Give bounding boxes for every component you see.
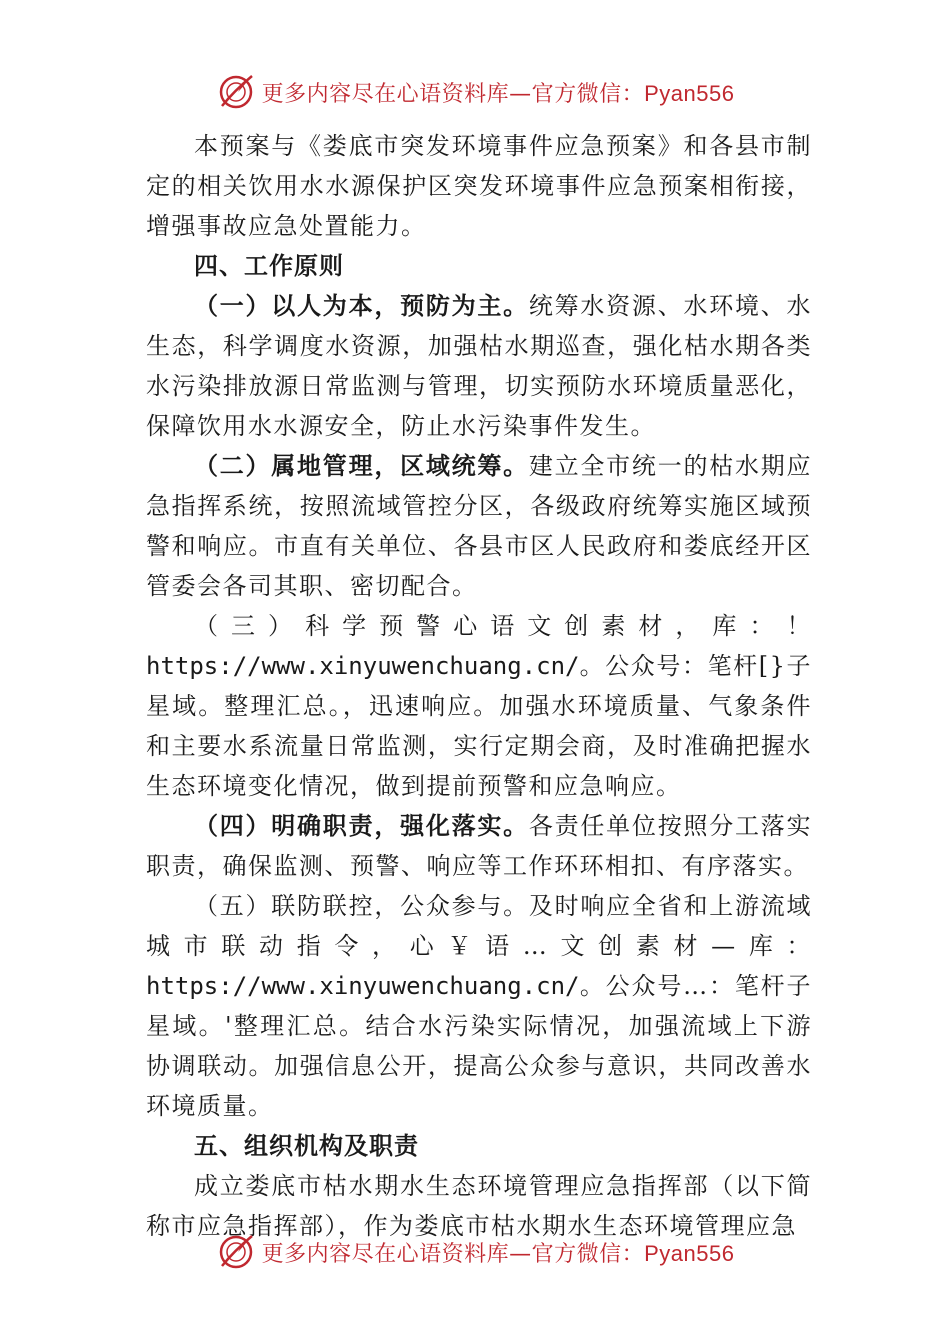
organization-paragraph: 成立娄底市枯水期水生态环境管理应急指挥部（以下简称市应急指挥部），作为娄底市枯水期水生态环境管理应急 [146, 1172, 812, 1240]
principle-3-post: 。公众号：笔杆[}子星域。整理汇总。，迅速响应。加强水环境质量、气象条件和主要水系流量日常监测，实行定期会商，及时准确把握水生态环境变化情况，做到提前预警和应急响应。 [146, 652, 812, 800]
principle-5-post: 。公众号…：笔杆子星域。'整理汇总。结合水污染实际情况，加强流域上下游协调联动。加强信息公开，提高公众参与意识，共同改善水环境质量。 [146, 972, 812, 1120]
principle-5 [146, 886, 812, 1126]
header-banner [0, 72, 950, 112]
principle-2 [146, 446, 812, 606]
banner-text: 更多内容尽在心语资料库—官方微信：Pyan556 [261, 1240, 735, 1267]
document-body [146, 126, 812, 1246]
principle-2-lead: （二）属地管理，区域统筹。 [194, 451, 529, 480]
principle-1-body: 统筹水资源、水环境、水生态，科学调度水资源，加强枯水期巡查，强化枯水期各类水污染排放源日常监测与管理，切实预防水环境质量恶化， 保障饮用水水源安全，防止水污染事件发生。 [146, 292, 812, 440]
footer-banner [0, 1232, 950, 1272]
quill-logo-icon [216, 1232, 256, 1272]
principle-3-pre: （三）科学预警心语文创素材，库：！ [194, 612, 812, 640]
principle-2-body: 建立全市统一的枯水期应急指挥系统，按照流域管控分区，各级政府统筹实施区域预警和响应。市直有关单位、各县市区人民政府和娄底经开区管委会各司其职、密切配合。 [146, 452, 812, 600]
wechat-id: Pyan556 [644, 80, 735, 106]
banner-text: 更多内容尽在心语资料库—官方微信：Pyan556 [261, 80, 735, 107]
quill-logo-icon [216, 72, 256, 112]
wechat-id: Pyan556 [644, 1240, 735, 1266]
principle-5-url: https://www.xinyuwenchuang.cn/ [146, 972, 580, 1000]
principle-3 [146, 606, 812, 806]
principle-3-url: https://www.xinyuwenchuang.cn/ [146, 652, 580, 680]
intro-paragraph: 本预案与《娄底市突发环境事件应急预案》和各县市制定的相关饮用水水源保护区突发环境事件应急预案相衔接， 增强事故应急处置能力。 [146, 132, 812, 240]
principle-1 [146, 286, 812, 446]
principle-4-body: 各责任单位按照分工落实职责，确保监测、预警、响应等工作环环相扣、有序落实。 [146, 812, 812, 880]
section-heading-4: 四、工作原则 [194, 252, 344, 280]
principle-5-pre: （五）联防联控，公众参与。及时响应全省和上游流域城市联动指令，心￥语…文创素材—库： [146, 892, 812, 960]
section-heading-5: 五、组织机构及职责 [194, 1132, 419, 1160]
principle-4-lead: （四）明确职责，强化落实。 [194, 811, 529, 840]
principle-4 [146, 806, 812, 886]
principle-1-lead: （一）以人为本，预防为主。 [194, 291, 529, 320]
